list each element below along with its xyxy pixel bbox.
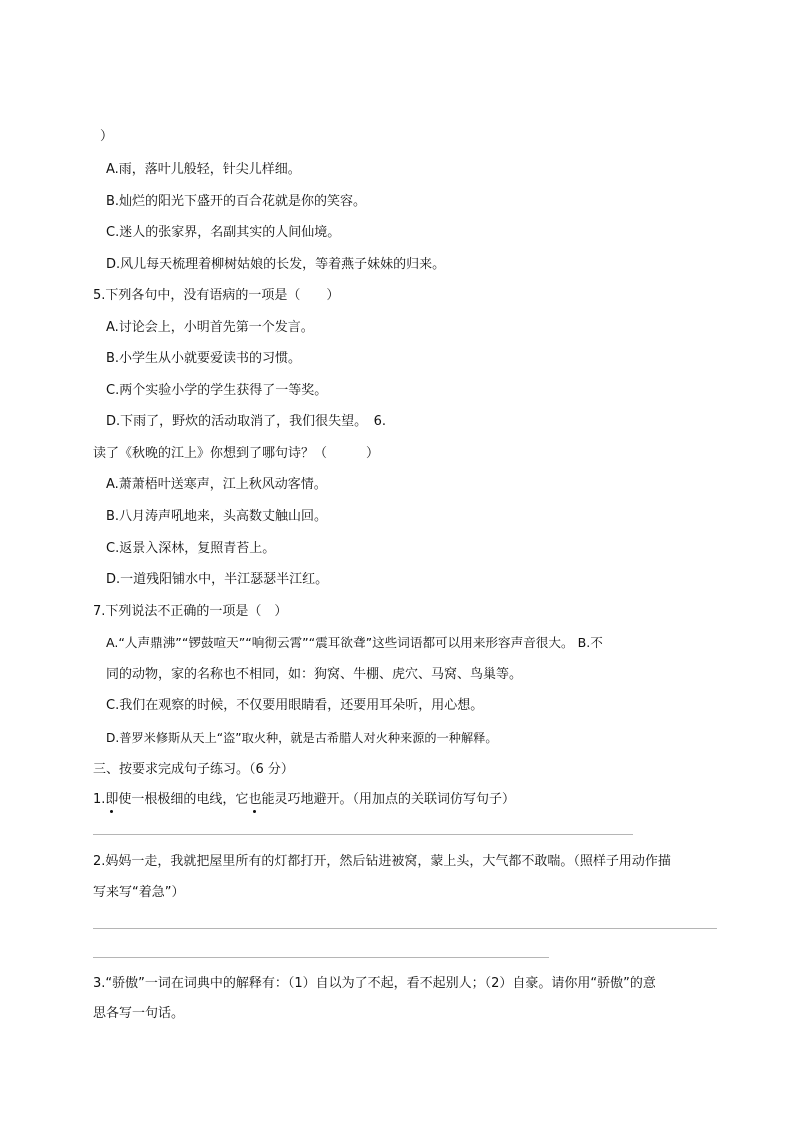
section3-heading: 三、按要求完成句子练习。（6 分）	[93, 762, 294, 777]
q5-option-a: A.讨论会上，小明首先第一个发言。	[106, 320, 314, 335]
q5-stem: 5.下列各句中，没有语病的一项是（ ）	[93, 288, 340, 303]
sentence3-prompt-line2: 思各写一句话。	[93, 1006, 185, 1021]
answer-line[interactable]	[93, 834, 633, 835]
sentence1-instruction: 能灵巧地避开。（用加点的关联词仿写句子）	[261, 792, 515, 807]
sentence1-prompt	[93, 791, 515, 809]
q7-option-a: A.“人声鼎沸”“锣鼓喧天”“响彻云霄”“震耳欲聋”这些词语都可以用来形容声音很大。 B.不	[106, 635, 603, 650]
q4-option-b: B.灿烂的阳光下盛开的百合花就是你的笑容。	[106, 194, 367, 209]
q7-stem: 7.下列说法不正确的一项是（ ）	[93, 604, 288, 619]
sentence2-prompt-line2: 写来写“着急”）	[93, 885, 185, 900]
q4-option-d: D.风儿每天梳理着柳树姑娘的长发，等着燕子妹妹的归来。	[106, 257, 446, 272]
emphasis-dot-char: 也	[248, 792, 262, 807]
q4-option-c: C.迷人的张家界，名副其实的人间仙境。	[106, 225, 341, 240]
q7-option-b-continued: 同的动物，家的名称也不相同，如：狗窝、牛棚、虎穴、马窝、鸟巢等。	[106, 667, 523, 682]
q7-option-c: C.我们在观察的时候，不仅要用眼睛看，还要用耳朵听，用心想。	[106, 698, 484, 713]
emphasis-dot-char: 即	[105, 792, 119, 807]
q7-option-d: D.普罗米修斯从天上“盗”取火种，就是古希腊人对火种来源的一种解释。	[106, 731, 498, 745]
q6-option-b: B.八月涛声吼地来，头高数丈触山回。	[106, 509, 328, 524]
q6-option-c: C.返景入深林，复照青苔上。	[106, 541, 276, 556]
q6-stem: 读了《秋晚的江上》你想到了哪句诗？（ ）	[93, 446, 380, 461]
sentence1-number: 1.	[93, 792, 106, 807]
q4-close-paren: ）	[100, 129, 114, 144]
q5-option-b: B.小学生从小就要爱读书的习惯。	[106, 351, 302, 366]
sentence2-prompt-line1: 2.妈妈一走，我就把屋里所有的灯都打开，然后钻进被窝，蒙上头，大气都不敢喘。（照样子用动作描	[93, 854, 671, 869]
q5-option-c: C.两个实验小学的学生获得了一等奖。	[106, 383, 328, 398]
sentence3-prompt-line1: 3.“骄傲”一词在词典中的解释有：（1）自以为了不起，看不起别人；（2）自豪。请你用“骄傲”的意	[93, 976, 656, 991]
answer-line[interactable]	[93, 928, 717, 929]
q5-option-d: D.下雨了，野炊的活动取消了，我们很失望。 6.	[106, 414, 387, 429]
q6-option-a: A.萧萧梧叶送寒声，江上秋风动客情。	[106, 477, 327, 492]
q4-option-a: A.雨，落叶儿般轻，针尖儿样细。	[106, 162, 301, 177]
sentence1-text: 使一根极细的电线，它	[118, 792, 249, 807]
q6-option-d: D.一道残阳铺水中，半江瑟瑟半江红。	[106, 572, 329, 587]
answer-line[interactable]	[93, 957, 549, 958]
